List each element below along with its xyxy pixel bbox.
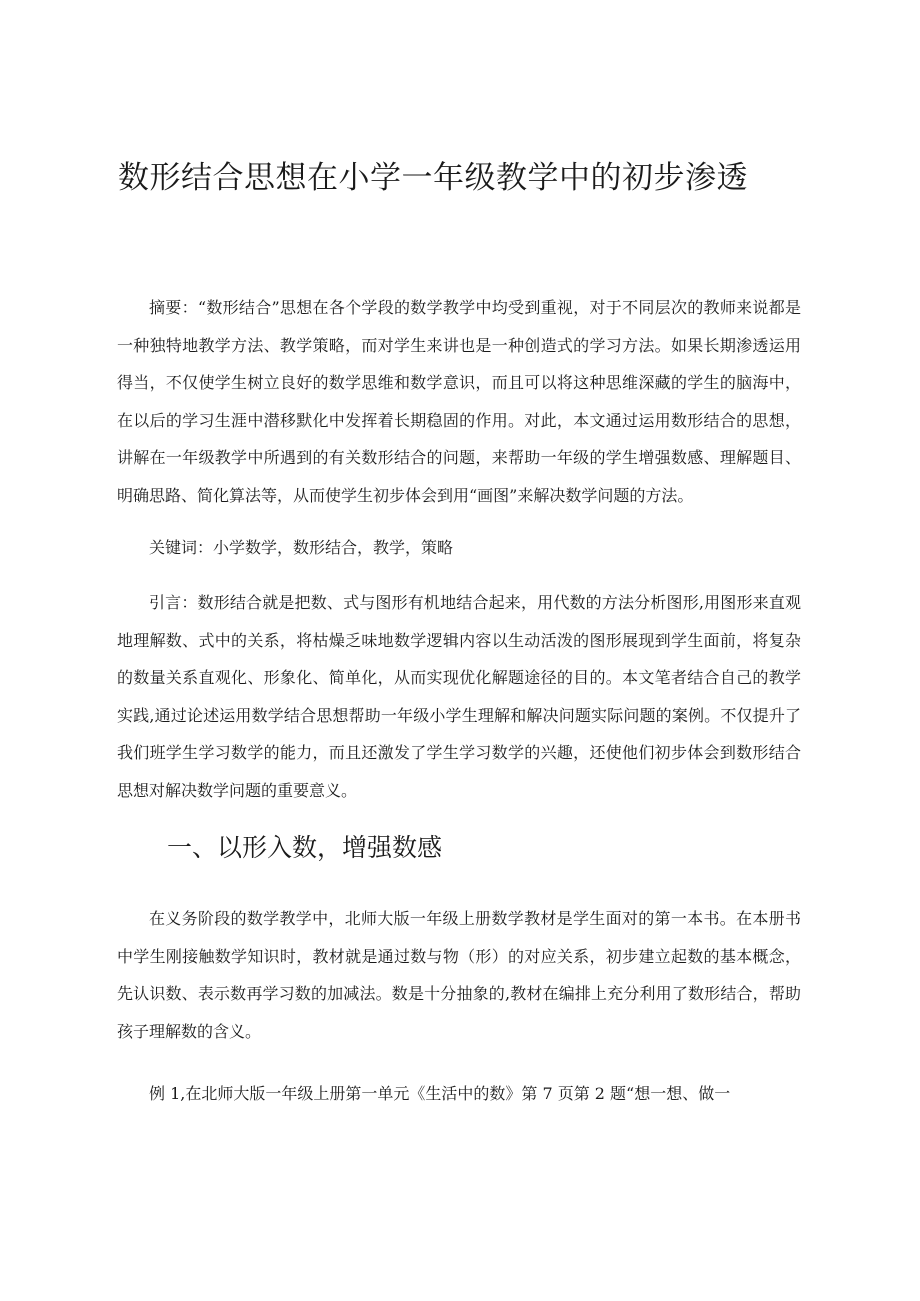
example-paragraph: 例 1,在北师大版一年级上册第一单元《生活中的数》第 7 页第 2 题“想一想、做一 [149,1084,731,1103]
document-title: 数形结合思想在小学一年级教学中的初步渗透 [118,160,748,196]
section-body-paragraph: 在义务阶段的数学教学中，北师大版一年级上册数学教材是学生面对的第一本书。在本册书中学生刚接触数学知识时，教材就是通过数与物（形）的对应关系，初步建立起数的基本概念，先认识数、表示数再学习数的加减法。数是十分抽象的,教材在编排上充分利用了数形结合，帮助孩子理解数的含义。 [117,909,801,1041]
keywords-paragraph: 关键词：小学数学，数形结合，教学，策略 [149,538,454,557]
section-heading: 一、以形入数，增强数感 [167,833,443,862]
abstract-paragraph: 摘要：“数形结合”思想在各个学段的数学教学中均受到重视，对于不同层次的教师来说都是一种独特地教学方法、教学策略，而对学生来讲也是一种创造式的学习方法。如果长期渗透运用得当，不仅使学生树立良好的数学思维和数学意识，而且可以将这种思维深藏的学生的脑海中，在以后的学习生涯中潜移默化中发挥着长期稳固的作用。对此，本文通过运用数形结合的思想，讲解在一年级教学中所遇到的有关数形结合的问题，来帮助一年级的学生增强数感、理解题目、明确思路、简化算法等，从而使学生初步体会到用“画图”来解决数学问题的方法。 [117,298,801,505]
introduction-paragraph: 引言：数形结合就是把数、式与图形有机地结合起来，用代数的方法分析图形,用图形来直观地理解数、式中的关系，将枯燥乏味地数学逻辑内容以生动活泼的图形展现到学生面前，将复杂的数量关系直观化、形象化、简单化，从而实现优化解题途径的目的。本文笔者结合自己的教学实践,通过论述运用数学结合思想帮助一年级小学生理解和解决问题实际问题的案例。不仅提升了我们班学生学习数学的能力，而且还激发了学生学习数学的兴趣，还使他们初步体会到数形结合思想对解决数学问题的重要意义。 [117,593,801,800]
